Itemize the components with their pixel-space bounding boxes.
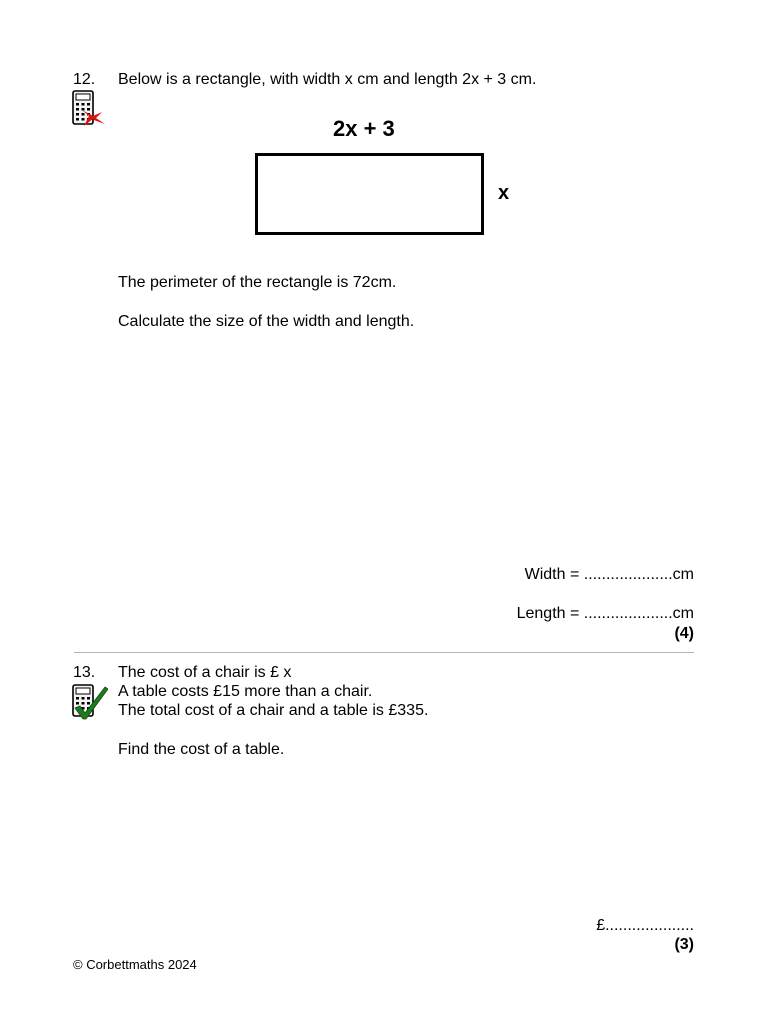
question-12-intro: Below is a rectangle, with width x cm and length 2x + 3 cm. xyxy=(118,71,537,88)
calculator-allowed-icon xyxy=(72,684,108,724)
copyright-footer: © Corbettmaths 2024 xyxy=(73,957,197,972)
question-12-perimeter: The perimeter of the rectangle is 72cm. xyxy=(118,274,397,291)
question-divider xyxy=(74,652,694,653)
question-13-marks: (3) xyxy=(674,936,694,953)
rectangle-length-label: 2x + 3 xyxy=(333,116,395,141)
rectangle-width-label: x xyxy=(498,182,510,204)
answer-length-line[interactable]: Length = ....................cm xyxy=(516,605,694,622)
question-13-instruction: Find the cost of a table. xyxy=(118,741,285,758)
question-12-instruction: Calculate the size of the width and length. xyxy=(118,313,415,330)
question-13-line-3: The total cost of a chair and a table is £335. xyxy=(118,702,429,719)
question-12-number: 12. xyxy=(73,71,96,88)
answer-table-cost-line[interactable]: £.................... xyxy=(596,917,694,934)
question-13-number: 13. xyxy=(73,664,96,681)
rectangle-diagram xyxy=(255,153,484,235)
answer-width-line[interactable]: Width = ....................cm xyxy=(524,566,694,583)
question-13-line-1: The cost of a chair is £ x xyxy=(118,664,292,681)
question-13-line-2: A table costs £15 more than a chair. xyxy=(118,683,373,700)
calculator-not-allowed-icon xyxy=(72,90,108,130)
question-12-marks: (4) xyxy=(674,625,694,642)
